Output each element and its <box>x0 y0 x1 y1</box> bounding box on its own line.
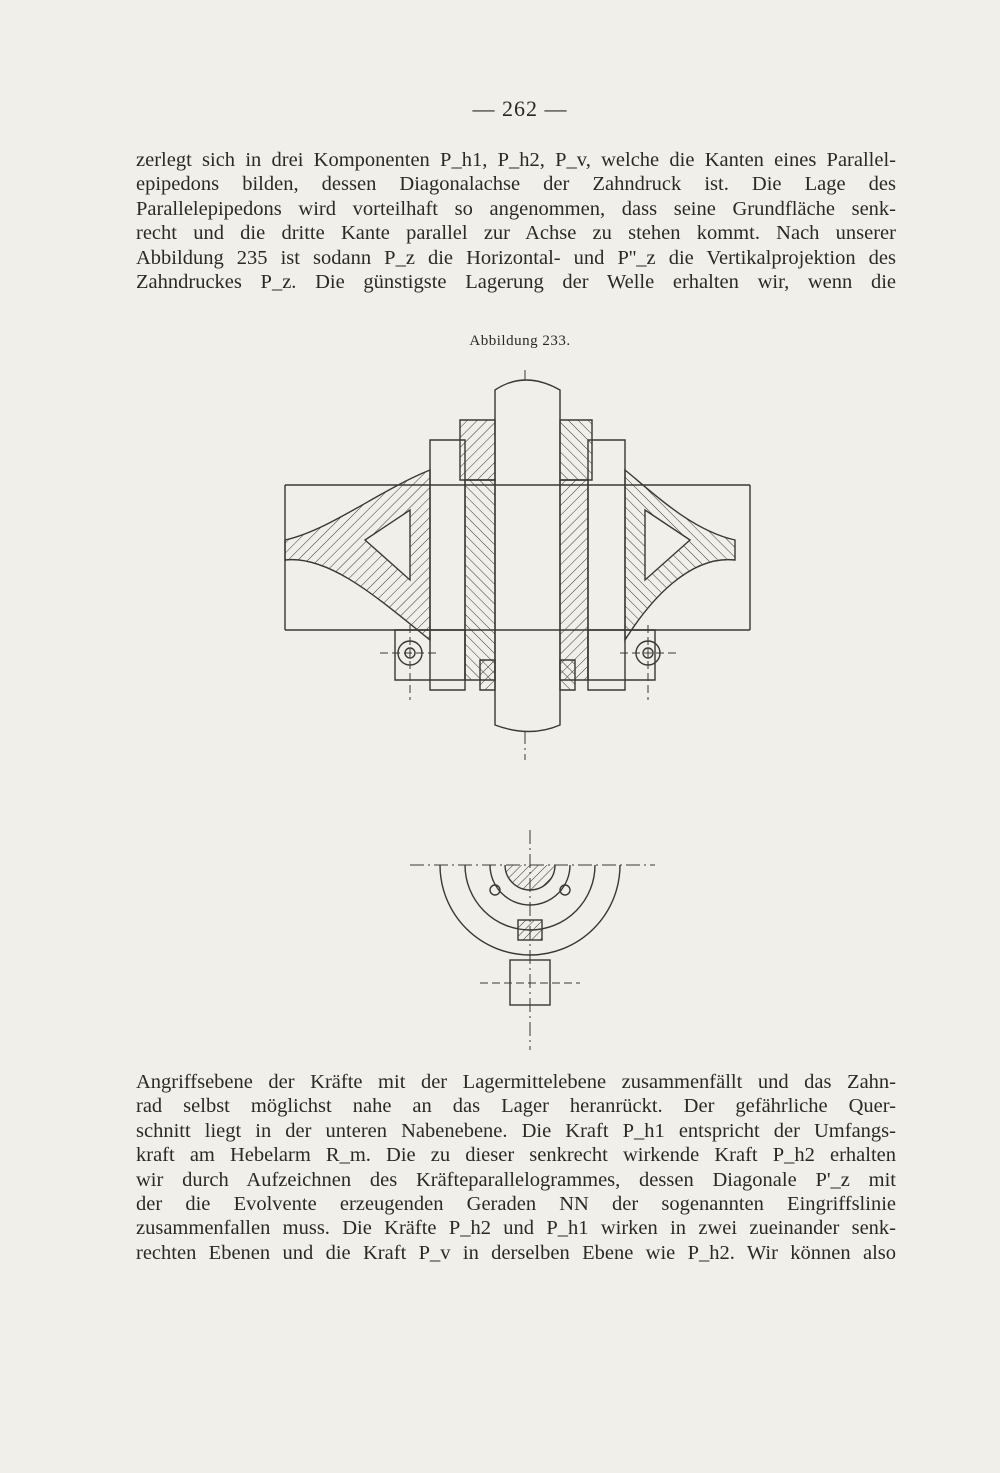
text-line: Parallelepipedons wird vorteilhaft so angenommen, dass seine Grundfläche senk- <box>136 197 896 220</box>
text-line: zusammenfallen muss. Die Kräfte P_h2 und P_h1 wirken in zwei zueinander senk- <box>136 1217 896 1240</box>
bearing-section-drawing <box>270 360 770 770</box>
text-line: rechten Ebenen und die Kraft P_v in derselben Ebene wie P_h2. Wir können also <box>136 1241 896 1264</box>
text-line: kraft am Hebelarm R_m. Die zu dieser senkrecht wirkende Kraft P_h2 erhalten <box>136 1144 896 1167</box>
page-number: — 262 — <box>472 96 568 121</box>
paragraph-top <box>136 148 896 294</box>
text-line: Angriffsebene der Kräfte mit der Lagermittelebene zusammenfällt und das Zahn- <box>136 1071 896 1093</box>
text-line: zerlegt sich in drei Komponenten P_h1, P_h2, P_v, welche die Kanten eines Parallel- <box>136 149 896 171</box>
text-line: epipedons bilden, dessen Diagonalachse der Zahndruck ist. Die Lage des <box>136 173 896 196</box>
text-line: schnitt liegt in der unteren Nabenebene. Die Kraft P_h1 entspricht der Umfangs- <box>136 1119 896 1142</box>
plan-view-drawing <box>400 825 670 1055</box>
paragraph-bottom <box>136 1070 896 1265</box>
text-line: Zahndruckes P_z. Die günstigste Lagerung der Welle erhalten wir, wenn die <box>136 270 896 293</box>
text-line: Abbildung 235 ist sodann P_z die Horizontal- und P''_z die Vertikalprojektion des <box>136 246 896 269</box>
text-line: rad selbst möglichst nahe an das Lager heranrückt. Der gefährliche Quer- <box>136 1095 896 1118</box>
figure-caption: Abbildung 233. <box>469 333 571 349</box>
text-line: wir durch Aufzeichnen des Kräfteparallelogrammes, dessen Diagonale P'_z mit <box>136 1168 896 1191</box>
text-line: recht und die dritte Kante parallel zur Achse zu stehen kommt. Nach unserer <box>136 222 896 245</box>
text-line: der die Evolvente erzeugenden Geraden NN der sogenannten Eingriffslinie <box>136 1192 896 1215</box>
